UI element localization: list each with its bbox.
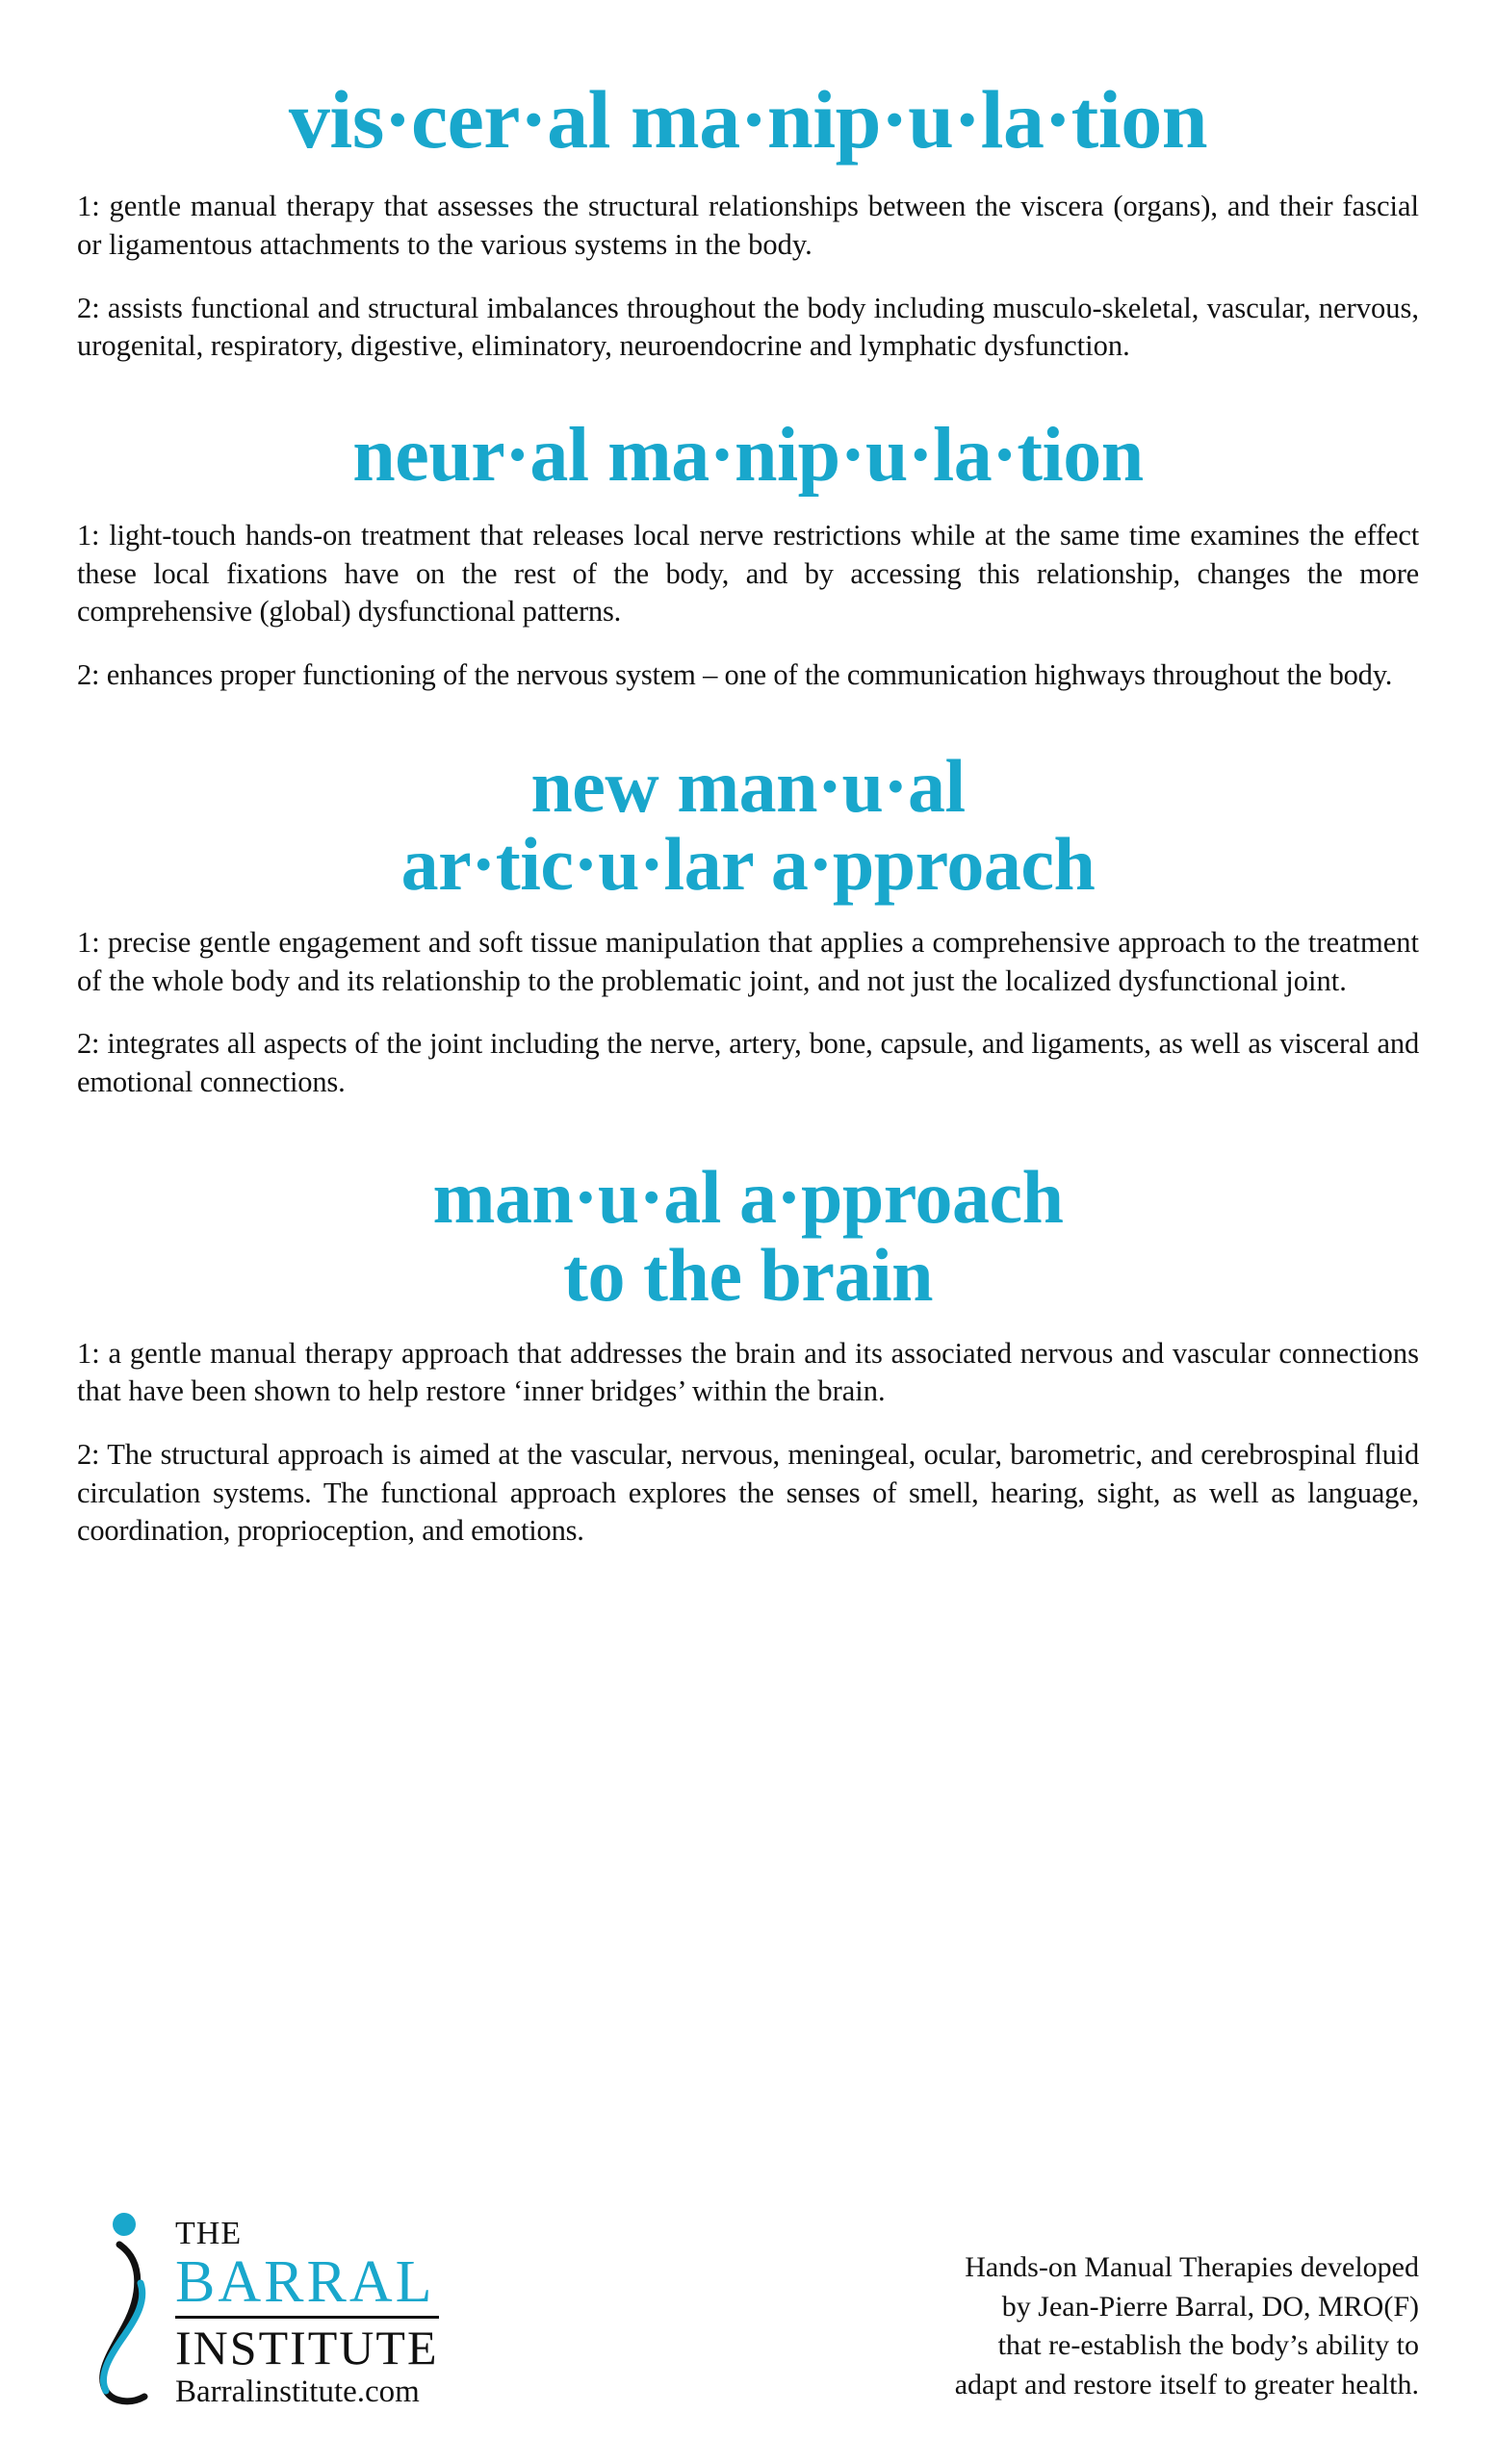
entry-neural-manipulation <box>77 413 1419 695</box>
barral-i-figure-icon <box>77 2212 166 2414</box>
tagline-line-3: that re-establish the body’s ability to <box>997 2329 1419 2361</box>
footer <box>77 2212 1419 2414</box>
entry-visceral-manipulation <box>77 73 1419 366</box>
brand-institute: INSTITUTE <box>175 2320 439 2374</box>
tagline-line-1: Hands-on Manual Therapies developed <box>965 2251 1419 2283</box>
footer-tagline <box>955 2248 1419 2414</box>
definition-2-brain: 2: The structural approach is aimed at the vascular, nervous, meningeal, ocular, barometric, and cerebrospinal fluid circulation systems. The functional approach explores the senses of smell, hearing, sight, as well as language, coordination, proprioception, and emotions. <box>77 1438 1419 1548</box>
entry-new-manual-articular-approach <box>77 743 1419 1102</box>
term-heading-articular <box>77 743 1419 906</box>
term-heading-neural: neur·al ma·nip·u·la·tion <box>352 413 1144 498</box>
definition-1-articular: 1: precise gentle engagement and soft tissue manipulation that applies a comprehensive approach to the treatment of the whole body and its relationship to the problematic joint, and not just the localized dysfunctional joint. <box>77 925 1419 997</box>
definition-2-visceral: 2: assists functional and structural imbalances throughout the body including musculo-skeletal, vascular, nervous, urogenital, respiratory, digestive, eliminatory, neuroendocrine and lymphatic dysfunction. <box>77 291 1419 363</box>
brand-website[interactable]: Barralinstitute.com <box>175 2374 420 2409</box>
tagline-line-2: by Jean-Pierre Barral, DO, MRO(F) <box>1001 2290 1419 2323</box>
term-heading-visceral: vis·cer·al ma·nip·u·la·tion <box>288 73 1208 166</box>
definition-1-brain: 1: a gentle manual therapy approach that addresses the brain and its associated nervous and vascular connections that have been shown to help restore ‘inner bridges’ within the brain. <box>77 1336 1419 1408</box>
term-line-1: man·u·al a·pproach <box>432 1154 1064 1239</box>
term-line-1: new man·u·al <box>530 743 966 828</box>
tagline-line-4: adapt and restore itself to greater health. <box>954 2368 1419 2400</box>
definition-1-neural: 1: light-touch hands-on treatment that releases local nerve restrictions while at the same time examines the effect these local fixations have on the rest of the body, and by accessing this relationship, changes the more comprehensive (global) dysfunctional patterns. <box>77 519 1419 629</box>
brand-wordmark <box>175 2215 439 2415</box>
brand-the: THE <box>175 2215 243 2251</box>
brand-lockup <box>77 2212 439 2414</box>
definition-2-articular: 2: integrates all aspects of the joint including the nerve, artery, bone, capsule, and ligaments, as well as visceral and emotional connections. <box>77 1027 1419 1098</box>
definition-1-visceral: 1: gentle manual therapy that assesses the structural relationships between the viscera (organs), and their fascial or ligamentous attachments to the various systems in the body. <box>77 190 1419 262</box>
entry-manual-approach-to-the-brain <box>77 1154 1419 1551</box>
term-line-2: ar·tic·u·lar a·pproach <box>400 821 1096 906</box>
brand-barral: BARRAL <box>175 2252 439 2319</box>
definition-2-neural: 2: enhances proper functioning of the nervous system – one of the communication highways throughout the body. <box>77 658 1393 692</box>
term-line-2: to the brain <box>563 1232 933 1317</box>
term-heading-brain <box>77 1154 1419 1317</box>
